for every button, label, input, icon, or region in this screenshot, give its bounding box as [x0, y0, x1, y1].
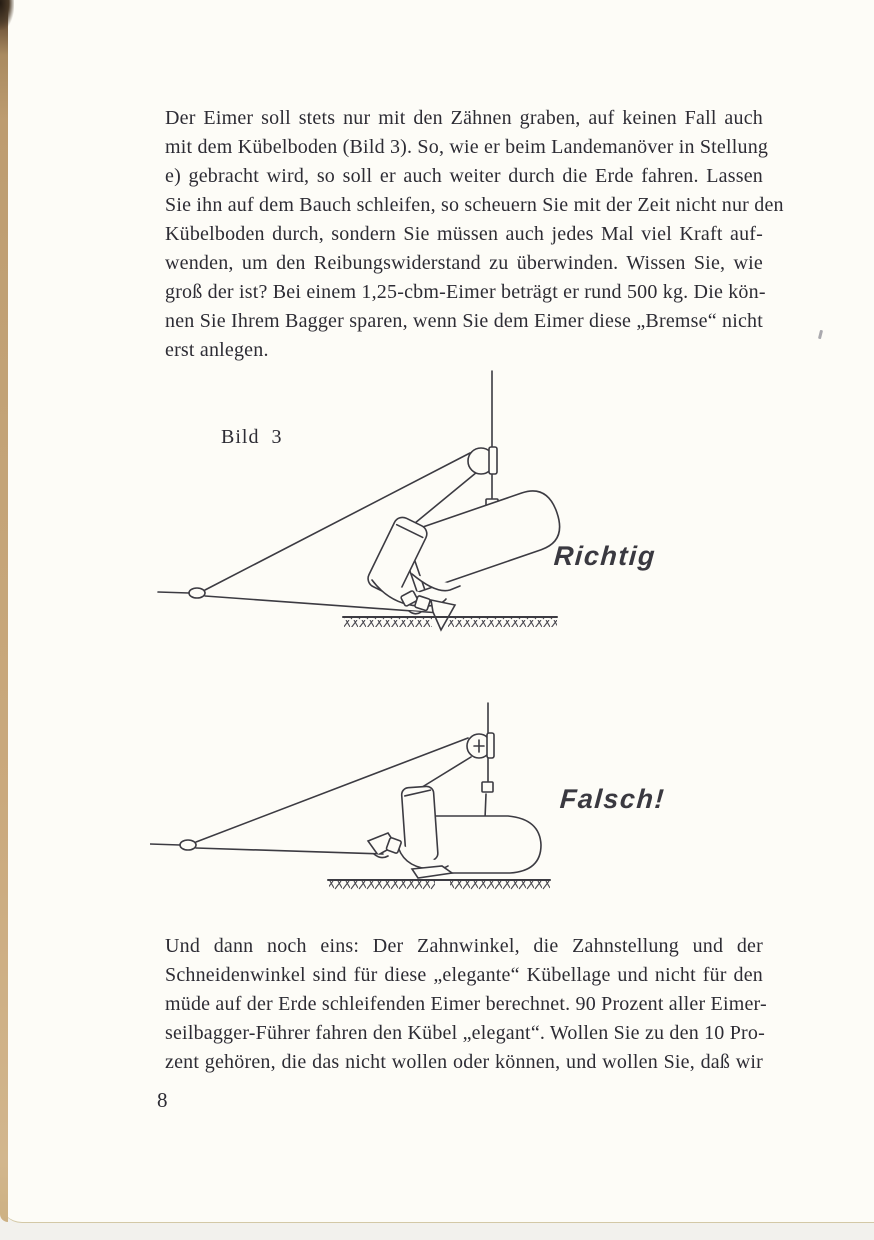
figure-correct-diagram	[150, 368, 710, 643]
text-line: erst anlegen.	[165, 339, 269, 361]
ground-line	[343, 617, 557, 627]
text-line: müde auf der Erde schleifenden Eimer berechnet. 90 Prozent aller Eimer-	[165, 993, 767, 1015]
text-line: seilbagger-Führer fahren den Kübel „elegant“. Wollen Sie zu den 10 Pro-	[165, 1022, 765, 1044]
text-line: Der Eimer soll stets nur mit den Zähnen graben, auf keinen Fall auch	[165, 107, 763, 129]
label-correct: Richtig	[552, 541, 658, 571]
text-line: groß der ist? Bei einem 1,25-cbm-Eimer beträgt er rund 500 kg. Die kön-	[165, 281, 766, 303]
bucket-shape	[365, 484, 567, 630]
text-line: nen Sie Ihrem Bagger sparen, wenn Sie dem Eimer diese „Bremse“ nicht	[165, 310, 763, 332]
text-line: wenden, um den Reibungswiderstand zu überwinden. Wissen Sie, wie	[165, 252, 763, 274]
bucket-shape	[368, 786, 541, 878]
text-line: e) gebracht wird, so soll er auch weiter durch die Erde fahren. Lassen	[165, 165, 763, 187]
scan-corner-shadow	[0, 0, 14, 30]
pulley-icon	[467, 733, 494, 758]
paragraph-bottom	[165, 932, 767, 1077]
text-line: mit dem Kübelboden (Bild 3). So, wie er beim Landemanöver in Stellung	[165, 136, 769, 158]
book-spine-edge	[0, 0, 8, 1222]
paragraph-top	[165, 104, 784, 365]
pulley-icon	[468, 447, 497, 474]
label-wrong: Falsch!	[558, 784, 667, 814]
figure-caption: Bild 3	[221, 426, 283, 448]
text-line: Sie ihn auf dem Bauch schleifen, so scheuern Sie mit der Zeit nicht nur den	[165, 194, 784, 216]
text-line: Schneidenwinkel sind für diese „elegante“ Kübellage und nicht für den	[165, 964, 763, 986]
text-line: Und dann noch eins: Der Zahnwinkel, die Zahnstellung und der	[165, 935, 763, 957]
ground-line	[328, 880, 550, 890]
page-number: 8	[157, 1088, 168, 1112]
rope-swivel-link	[482, 782, 493, 792]
text-line: zent gehören, die das nicht wollen oder können, und wollen Sie, daß wir	[165, 1051, 763, 1073]
text-line: Kübelboden durch, sondern Sie müssen auch jedes Mal viel Kraft auf-	[165, 223, 763, 245]
